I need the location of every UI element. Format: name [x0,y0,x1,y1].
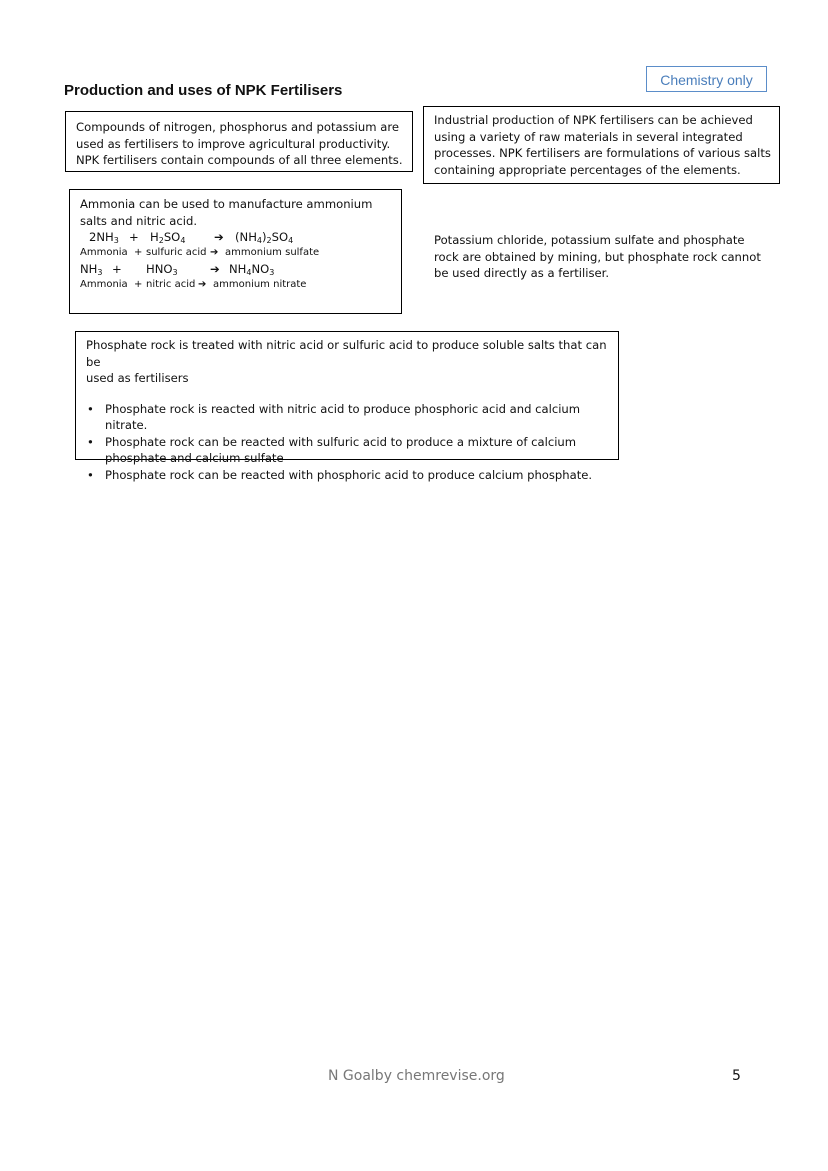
word-equation-ammonium-nitrate [80,277,401,293]
compounds-line: used as fertilisers to improve agricultural productivity. [76,136,391,151]
arrow-icon: ➔ [214,230,224,244]
compounds-box [65,111,413,172]
phosphate-intro-line: Phosphate rock is treated with nitric acid or sulfuric acid to produce soluble salts that can be [86,338,607,369]
industrial-line: Industrial production of NPK fertilisers can be achieved [434,113,753,127]
equation-term: $H_2SO_4$ [150,230,186,245]
list-item [86,401,618,434]
equation-plus: + [112,262,122,276]
equation-ammonium-sulfate [80,229,401,245]
word-term: ammonium nitrate [213,279,307,290]
equation-term: $NH_4NO_3$ [229,262,275,277]
bullet-line: Phosphate rock is reacted with nitric acid to produce phosphoric acid and calcium nitrate. [105,401,581,432]
ammonia-line: Ammonia can be used to manufacture ammonium [80,197,373,211]
equation-term: $NH_3$ [80,262,103,277]
bullet-icon: • [87,434,94,449]
ammonia-box [69,189,402,314]
potassium-line: be used directly as a fertiliser. [434,266,610,280]
page-number: 5 [732,1068,741,1084]
equation-plus: + [129,230,139,244]
word-term: sulfuric acid [146,247,207,258]
list-item [86,434,618,467]
equation-ammonium-nitrate [80,261,401,277]
bullet-line: Phosphate rock can be reacted with sulfuric acid to produce a mixture of calcium [105,434,577,449]
potassium-paragraph [434,232,774,282]
equation-term: $HNO_3$ [146,262,178,277]
page-title: Production and uses of NPK Fertilisers [64,82,343,99]
potassium-line: Potassium chloride, potassium sulfate and phosphate [434,233,745,247]
word-term: ammonium sulfate [225,247,320,258]
bullet-line: phosphate and calcium sulfate [105,451,284,465]
word-equation-ammonium-sulfate [80,245,401,261]
industrial-line: using a variety of raw materials in several integrated [434,129,743,144]
compounds-line: Compounds of nitrogen, phosphorus and potassium are [76,120,399,134]
arrow-icon: ➔ [210,262,220,276]
equation-term: $2NH_3$ [89,230,119,245]
word-term: Ammonia [80,247,128,258]
word-plus: + [134,247,143,258]
word-term: nitric acid [146,279,196,290]
list-item [86,467,618,484]
bullet-icon: • [87,401,94,416]
phosphate-rock-box [75,331,619,482]
potassium-line: rock are obtained by mining, but phosphate rock cannot [434,249,761,264]
phosphate-intro-line: used as fertilisers [86,371,189,385]
bullet-icon: • [87,467,94,482]
footer-credit: N Goalby chemrevise.org [328,1068,505,1084]
industrial-production-box [423,106,780,184]
equation-term: $(NH_4)_2SO_4$ [235,230,294,245]
word-term: Ammonia [80,279,128,290]
phosphate-bullet-list [86,401,618,484]
bullet-line: Phosphate rock can be reacted with phosphoric acid to produce calcium phosphate. [105,467,593,482]
arrow-icon: ➔ [210,247,219,258]
industrial-line: containing appropriate percentages of the elements. [434,162,741,177]
industrial-line: processes. NPK fertilisers are formulations of various salts [434,146,771,160]
arrow-icon: ➔ [198,279,207,290]
chemistry-only-badge: Chemistry only [646,66,767,92]
compounds-line: NPK fertilisers contain compounds of all three elements. [76,153,403,167]
ammonia-line: salts and nitric acid. [80,213,198,228]
word-plus: + [134,279,143,290]
